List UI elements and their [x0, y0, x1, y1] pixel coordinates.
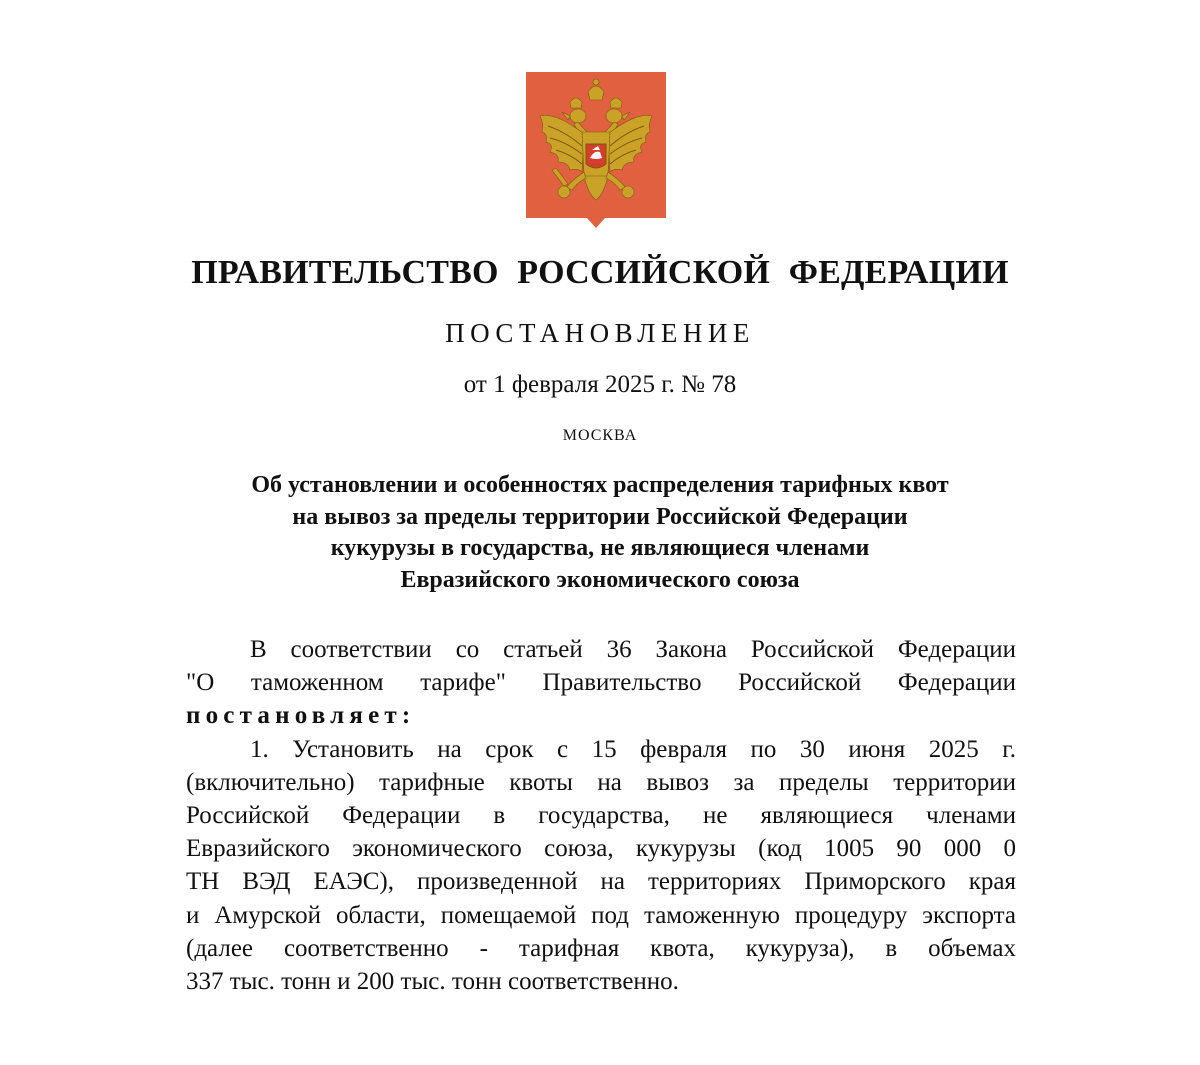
clause-line: Евразийского экономического союза, кукурузы (код 1005 90 000 0 — [186, 835, 1016, 863]
document-subject — [0, 470, 1200, 596]
preamble-line: "О таможенном тарифе" Правительство Российской Федерации — [186, 669, 1016, 697]
clause-line: и Амурской области, помещаемой под таможенную процедуру экспорта — [186, 901, 1016, 929]
decree-word: постановляет: — [186, 702, 416, 730]
clause-line: (далее соответственно - тарифная квота, кукуруза), в объемах — [186, 934, 1016, 962]
subject-line: Евразийского экономического союза — [400, 566, 800, 593]
document-type: ПОСТАНОВЛЕНИЕ — [445, 318, 755, 348]
subject-line: кукурузы в государства, не являющиеся членами — [330, 535, 870, 561]
clause-line: Российской Федерации в государства, не являющиеся членами — [186, 802, 1016, 830]
clause-line: ТН ВЭД ЕАЭС), произведенной на территориях Приморского края — [186, 868, 1016, 896]
preamble-line: В соответствии со статьей 36 Закона Российской Федерации — [250, 636, 1016, 663]
government-title: ПРАВИТЕЛЬСТВО РОССИЙСКОЙ ФЕДЕРАЦИИ — [191, 254, 1009, 291]
russian-coat-of-arms-icon — [526, 72, 666, 230]
clause-line: 337 тыс. тонн и 200 тыс. тонн соответственно. — [186, 968, 679, 996]
document-date-number: от 1 февраля 2025 г. № 78 — [463, 371, 737, 398]
clause-line: 1. Установить на срок с 15 февраля по 30 июня 2025 г. — [250, 735, 1016, 763]
subject-line: Об установлении и особенностях распределения тарифных квот — [251, 472, 949, 498]
clause-line: (включительно) тарифные квоты на вывоз за пределы территории — [186, 768, 1016, 796]
subject-line: на вывоз за пределы территории Российской Федерации — [292, 503, 908, 530]
document-city: МОСКВА — [562, 427, 638, 444]
document-body — [186, 633, 1016, 998]
